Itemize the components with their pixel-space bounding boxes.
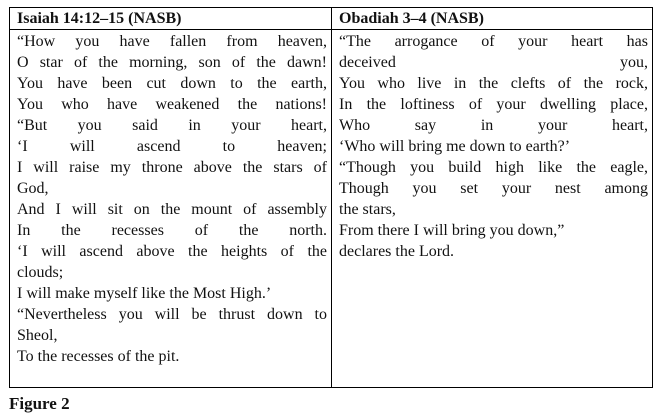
obadiah-line: ‘Who will bring me down to earth?’	[339, 138, 571, 155]
isaiah-line: To the recesses of the pit.	[17, 348, 180, 365]
figure-caption: Figure 2	[9, 394, 70, 413]
header-row	[10, 8, 653, 30]
isaiah-line: God,	[17, 180, 49, 197]
isaiah-line: Sheol,	[17, 327, 58, 344]
isaiah-line: “How you have fallen from heaven,	[17, 33, 327, 50]
obadiah-header: Obadiah 3–4 (NASB)	[332, 8, 653, 30]
isaiah-line: I will make myself like the Most High.’	[17, 285, 272, 302]
obadiah-line: “Though you build high like the eagle,	[339, 159, 648, 176]
obadiah-line: “The arrogance of your heart has	[339, 33, 648, 50]
isaiah-line: I will raise my throne above the stars of	[17, 159, 327, 176]
obadiah-line: In the loftiness of your dwelling place,	[339, 96, 648, 113]
isaiah-line: You who have weakened the nations!	[17, 96, 327, 113]
isaiah-line: “Nevertheless you will be thrust down to	[17, 306, 327, 323]
obadiah-line: You who live in the clefts of the rock,	[339, 75, 648, 92]
obadiah-line: declares the Lord.	[339, 243, 455, 260]
isaiah-line: “But you said in your heart,	[17, 117, 327, 134]
isaiah-passage	[10, 30, 332, 388]
obadiah-line: Who say in your heart,	[339, 117, 648, 134]
obadiah-passage	[332, 30, 653, 388]
obadiah-line: From there I will bring you down,”	[339, 222, 565, 239]
isaiah-line: And I will sit on the mount of assembly	[17, 201, 327, 218]
isaiah-line: ‘I will ascend above the heights of the	[17, 243, 327, 260]
obadiah-line: Though you set your nest among	[339, 180, 648, 197]
isaiah-line: clouds;	[17, 264, 64, 281]
isaiah-line: You have been cut down to the earth,	[17, 75, 327, 92]
isaiah-line: In the recesses of the north.	[17, 222, 327, 239]
isaiah-header: Isaiah 14:12–15 (NASB)	[10, 8, 332, 30]
isaiah-line: ‘I will ascend to heaven;	[17, 138, 327, 155]
isaiah-line: O star of the morning, son of the dawn!	[17, 54, 327, 71]
comparison-table	[9, 7, 653, 388]
body-row	[10, 30, 653, 388]
obadiah-line: deceived you,	[339, 54, 648, 71]
obadiah-line: the stars,	[339, 201, 396, 218]
